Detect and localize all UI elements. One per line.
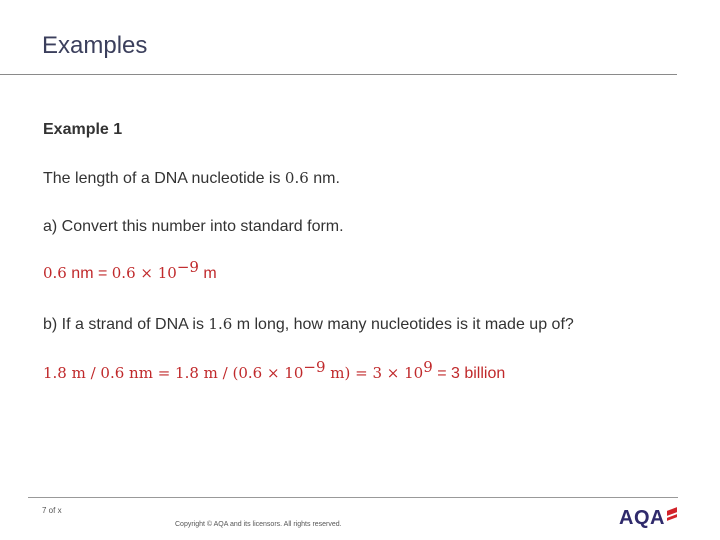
- slide-title: Examples: [42, 32, 148, 59]
- intro-prefix: The length of a DNA nucleotide is: [43, 170, 285, 187]
- intro-line: [43, 169, 340, 188]
- page-number: 7 of x: [42, 506, 62, 515]
- answer-b: [43, 358, 506, 383]
- answer-b-part2: m) = 3 × 10: [325, 364, 424, 382]
- footer-divider: [28, 497, 678, 498]
- question-a: a) Convert this number into standard form.: [43, 218, 344, 235]
- example-heading: Example 1: [43, 121, 123, 138]
- copyright-notice: Copyright © AQA and its licensors. All rights reserved.: [175, 521, 342, 528]
- answer-b-part1: 1.8 m / 0.6 nm = 1.8 m / (0.6 × 10: [43, 364, 304, 382]
- title-divider: [0, 74, 677, 75]
- answer-a: [43, 258, 217, 283]
- answer-a-lhs-unit: nm =: [66, 265, 112, 282]
- answer-a-lhs-value: 0.6: [43, 264, 67, 282]
- answer-b-exponent-2: 9: [423, 358, 433, 376]
- aqa-logo: [619, 507, 677, 530]
- answer-a-rhs-unit: m: [198, 265, 217, 282]
- aqa-logo-text: AQA: [619, 507, 665, 529]
- question-b: [43, 315, 574, 334]
- answer-a-rhs-value: 0.6 × 10: [111, 264, 177, 282]
- answer-b-part3: = 3 billion: [432, 365, 506, 382]
- question-b-prefix: b) If a strand of DNA is: [43, 316, 209, 333]
- intro-suffix: nm.: [308, 170, 340, 187]
- aqa-logo-mark-icon: [667, 509, 677, 521]
- answer-a-exponent: −9: [176, 258, 199, 276]
- question-b-suffix: m long, how many nucleotides is it made up of?: [232, 316, 574, 333]
- question-b-value: 1.6: [208, 315, 233, 333]
- intro-value: 0.6: [284, 169, 309, 187]
- answer-b-exponent-1: −9: [303, 358, 326, 376]
